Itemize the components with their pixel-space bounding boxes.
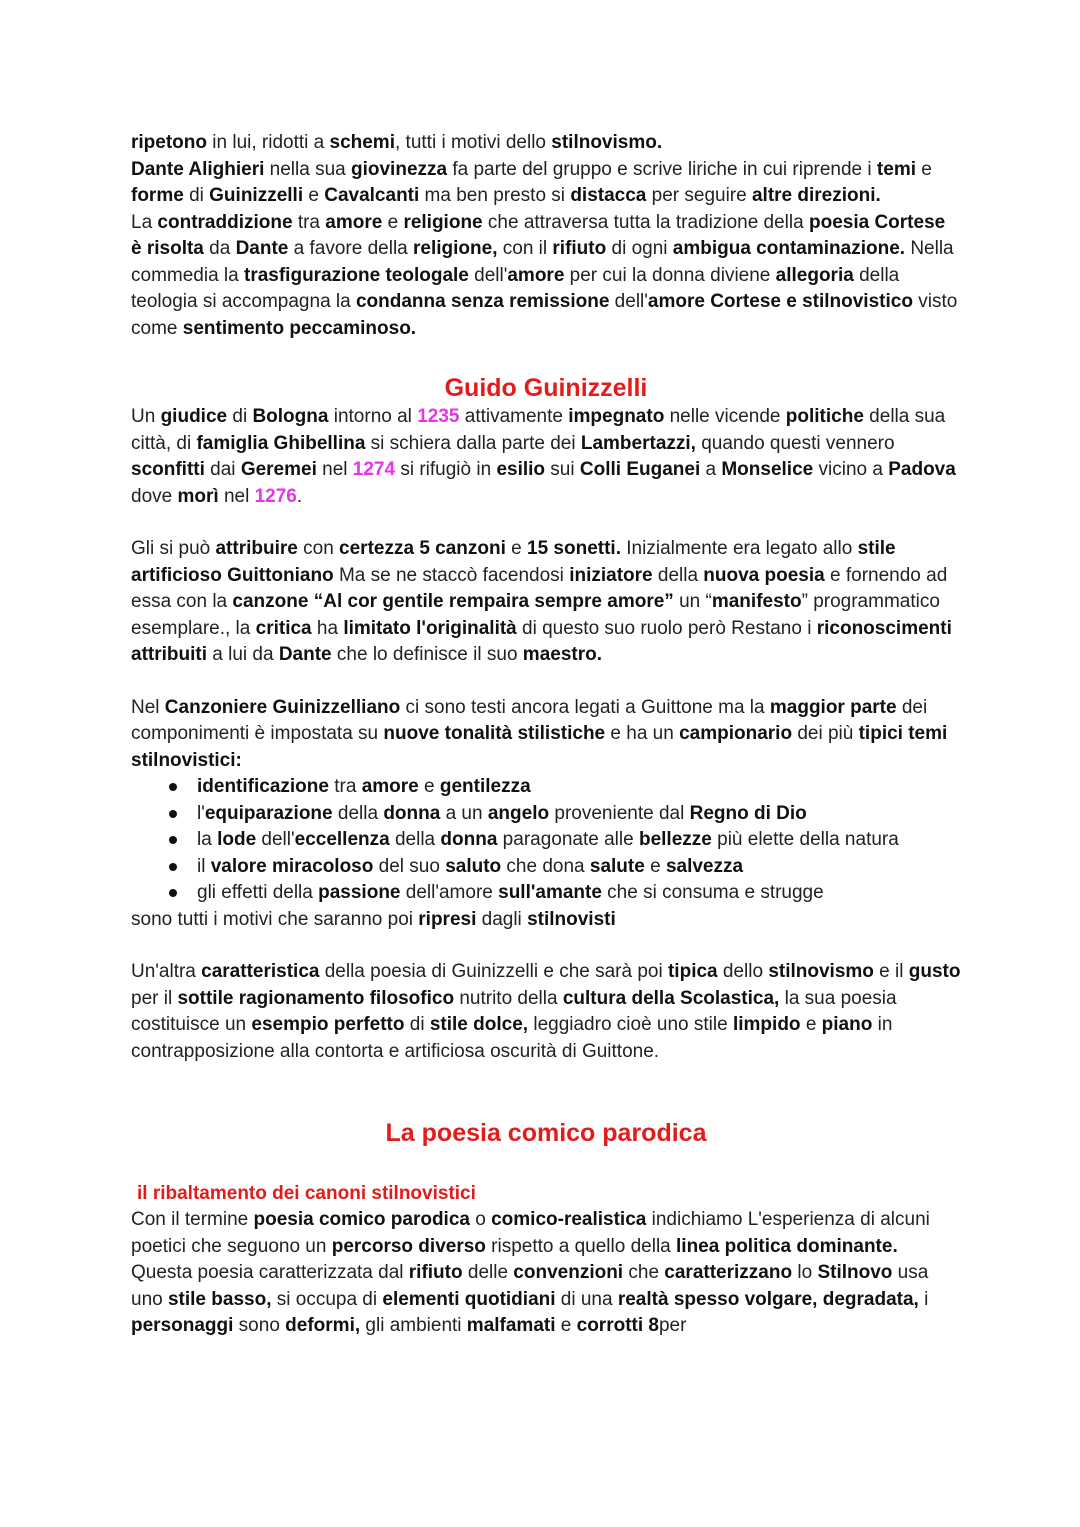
bold-text: poesia Cortese [808, 211, 946, 233]
text-run: Inizialmente era legato allo [621, 538, 858, 559]
bold-text: iniziatore [569, 564, 653, 586]
text-run: per il [131, 987, 178, 1009]
bold-text: schemi [329, 132, 395, 153]
text-run: di [183, 185, 210, 206]
text-run: per seguire [646, 185, 752, 206]
text-run: di [227, 406, 253, 427]
text-run: dove [131, 485, 178, 507]
text-run: Nel [131, 696, 165, 718]
text-run: e [916, 158, 932, 180]
bold-text: Geremei [240, 459, 317, 480]
bold-text: ripetono [131, 132, 207, 153]
text-run: Con il termine [131, 1209, 254, 1230]
bold-text: 15 sonetti. [527, 538, 621, 559]
bold-text: donna [383, 802, 441, 824]
text-run: e [555, 1315, 577, 1336]
bold-text: certezza 5 canzoni [339, 538, 506, 559]
bold-text: Bologna [252, 406, 329, 427]
bold-text: Lambertazzi, [580, 432, 696, 454]
list-item [197, 801, 961, 828]
bold-text: Colli Euganei [579, 459, 701, 480]
bold-text: bellezze [638, 829, 712, 850]
text-run: ha [311, 617, 344, 639]
text-run: di [404, 1014, 430, 1035]
bullet-icon [169, 810, 177, 818]
bold-text: percorso diverso [331, 1235, 486, 1257]
bold-text: salvezza [665, 855, 744, 877]
text-run: gli effetti della [197, 882, 319, 903]
text-run: La [131, 211, 158, 233]
bold-text: rifiuto [408, 1262, 463, 1283]
list-item [197, 880, 961, 907]
bold-text: l'originalità [416, 617, 517, 639]
bold-text: passione [318, 882, 401, 903]
text-run: a [700, 459, 722, 480]
text-run: e [800, 1014, 822, 1035]
bold-text: riconoscimenti attribuiti [131, 617, 952, 665]
text-run: la sua poesia costituisce un [131, 987, 897, 1035]
bold-text: religione [403, 211, 483, 233]
bold-text: giudice [160, 406, 228, 427]
bullet-icon [169, 863, 177, 871]
text-run: la [197, 829, 218, 850]
bold-text: stile artificioso Guittoniano [131, 538, 896, 586]
text-run: dai [204, 459, 241, 480]
text-run: intorno al [328, 406, 418, 427]
bold-text: esilio [496, 459, 546, 480]
text-run: i [918, 1288, 929, 1310]
comico-paragraph-1 [131, 1207, 961, 1340]
text-run: un “ [673, 591, 712, 612]
text-run: fa parte del gruppo e scrive liriche in cui riprende i [447, 158, 877, 180]
bold-text: equiparazione [204, 802, 333, 824]
intro-paragraph-1 [131, 130, 961, 157]
bold-text: giovinezza [351, 158, 448, 180]
text-run: Gli si può [131, 538, 216, 559]
bold-text: contraddizione [157, 211, 293, 233]
text-run: della teologia si accompagna la [131, 264, 900, 312]
bold-text: manifesto [711, 591, 802, 612]
bold-text: valore miracoloso [210, 855, 374, 877]
text-run: della poesia di Guinizzelli e che sarà poi [319, 961, 668, 982]
bold-text: temi [876, 158, 916, 180]
text-run: più elette della natura [711, 829, 899, 850]
text-run: l' [197, 802, 205, 824]
guinizzelli-heading: Guido Guinizzelli [444, 374, 648, 402]
text-run: che [623, 1262, 665, 1283]
bold-text: famiglia Ghibellina [196, 432, 366, 454]
text-run: che dona [501, 855, 590, 877]
comico-subheading: il ribaltamento dei canoni stilnovistici [137, 1183, 476, 1204]
bold-text: critica [255, 617, 312, 639]
bold-text: sconfitti [131, 459, 205, 480]
document-content [131, 130, 961, 1340]
bold-text: campionario [679, 723, 793, 744]
text-run: dell'amore [400, 882, 499, 903]
bold-text: stilnovisti [527, 908, 616, 930]
bold-text: condanna senza remissione [355, 291, 610, 312]
themes-list [131, 774, 961, 907]
bold-text: poesia comico parodica [253, 1209, 470, 1230]
list-item [197, 774, 961, 801]
bold-text: Dante [235, 238, 289, 259]
text-run: dell' [609, 291, 648, 312]
text-run: leggiadro cioè uno stile [528, 1014, 733, 1035]
text-run: che lo definisce il suo [331, 644, 523, 665]
text-run: che attraversa tutta la tradizione della [482, 211, 809, 233]
bold-text: amore [325, 211, 383, 233]
bold-text: maggior parte [769, 696, 897, 718]
bold-text: Canzoniere Guinizzelliano [164, 696, 401, 718]
text-run: rispetto a quello della [485, 1235, 677, 1257]
bold-text: è risolta [131, 238, 204, 259]
intro-paragraph-2 [131, 157, 961, 210]
text-run: di una [555, 1288, 618, 1310]
bold-text: amore [361, 776, 419, 797]
text-run: tra [328, 776, 362, 797]
text-run: e ha un [605, 723, 680, 744]
bold-text: nuove tonalità stilistiche [383, 723, 606, 744]
list-item [197, 854, 961, 881]
text-run: si rifugiò in [395, 459, 497, 480]
bold-text: rifiuto [552, 238, 607, 259]
text-run: della [652, 564, 704, 586]
text-run: sui [545, 459, 580, 480]
text-run: indichiamo L'esperienza di alcuni poetici che seguono un [131, 1209, 930, 1257]
text-run: , tutti i motivi dello [394, 132, 552, 153]
text-run: a lui da [207, 644, 279, 665]
bold-text: stile dolce, [429, 1014, 529, 1035]
text-run: dell' [468, 264, 508, 286]
text-run: dello [717, 961, 769, 982]
bold-text: stilnovismo [768, 961, 874, 982]
text-run: e il [873, 961, 909, 982]
bold-text: “Al cor gentile rempaira sempre amore” [313, 591, 674, 612]
bold-text: esempio perfetto [251, 1014, 405, 1035]
comico-heading: La poesia comico parodica [385, 1119, 707, 1147]
bold-text: 8 [648, 1315, 659, 1336]
text-run: proveniente dal [549, 802, 690, 824]
bold-text: tipica [667, 961, 718, 982]
text-run: e [382, 211, 404, 233]
text-run: gli ambienti [360, 1315, 467, 1336]
text-run: a un [440, 802, 488, 824]
text-run: visto come [131, 291, 958, 339]
bold-text: distacca [570, 185, 647, 206]
text-run: . [296, 485, 303, 507]
text-run: quando questi vennero [695, 432, 895, 454]
text-run: nelle vicende [664, 406, 786, 427]
text-run: nella sua [264, 158, 351, 180]
bold-text: caratterizzano [664, 1262, 793, 1283]
bold-text: Dante [278, 644, 332, 665]
text-run: Un'altra [131, 961, 202, 982]
bold-text: Dante Alighieri [131, 158, 265, 180]
bold-text: amore Cortese e stilnovistico [647, 291, 913, 312]
bold-text: ripresi [418, 908, 477, 930]
bold-text: canzone [232, 591, 309, 612]
text-run: dei componimenti è impostata su [131, 696, 928, 744]
bold-text: Monselice [721, 459, 814, 480]
bold-text: realtà spesso volgare, degradata, [617, 1288, 919, 1310]
bold-text: altre direzioni. [751, 185, 881, 206]
bold-text: religione, [413, 238, 498, 259]
text-run: della [332, 802, 384, 824]
text-run: di ogni [606, 238, 673, 259]
guinizzelli-paragraph-4 [131, 959, 961, 1065]
text-run: della sua città, di [131, 406, 946, 454]
text-run: tra [292, 211, 326, 233]
intro-paragraph-3 [131, 210, 961, 343]
bold-text: trasfigurazione teologale [244, 264, 469, 286]
bold-text: impegnato [568, 406, 665, 427]
guinizzelli-after-list [131, 907, 961, 934]
bold-text: Guinizzelli [209, 185, 304, 206]
text-run: usa uno [131, 1262, 929, 1310]
text-run: si occupa di [271, 1288, 383, 1310]
bold-text: Stilnovo [817, 1262, 893, 1283]
text-run: il [197, 855, 211, 877]
text-run: da [203, 238, 236, 259]
bold-text: limpido [732, 1014, 801, 1035]
bold-text: elementi quotidiani [382, 1288, 556, 1310]
text-run: ci sono testi ancora legati a Guittone ma la [400, 696, 770, 718]
bold-text: attribuire [215, 538, 298, 559]
text-run: Nella commedia la [131, 238, 954, 286]
text-run: e fornendo ad essa con la [131, 564, 948, 612]
bold-text: convenzioni [513, 1262, 624, 1283]
bullet-icon [169, 889, 177, 897]
bold-text: stile basso, [167, 1288, 272, 1310]
bullet-icon [169, 836, 177, 844]
text-run: paragonate alle [497, 829, 639, 850]
text-run: Ma se ne staccò facendosi [333, 564, 570, 586]
text-run: e [418, 776, 440, 797]
bold-text: Cavalcanti [324, 185, 420, 206]
bold-text: Regno di Dio [689, 802, 807, 824]
text-run: ” programmatico esemplare., la [131, 591, 940, 639]
bold-text: piano [821, 1014, 873, 1035]
year-highlight: 1274 [352, 459, 396, 480]
text-run: del suo [373, 855, 446, 877]
bold-text: deformi, [285, 1315, 361, 1336]
bold-text: maestro. [522, 644, 602, 665]
text-run: o [469, 1209, 492, 1230]
text-run: Questa poesia caratterizzata dal [131, 1262, 409, 1283]
bold-text: gusto [908, 961, 961, 982]
bold-text: sentimento peccaminoso. [182, 317, 417, 339]
bold-text: donna [440, 829, 498, 850]
bold-text: angelo [487, 802, 550, 824]
text-run: vicino a [813, 459, 889, 480]
bold-text: forme [131, 185, 184, 206]
bold-text: malfamati [466, 1315, 556, 1336]
text-run: di questo suo ruolo però Restano i [516, 617, 817, 639]
text-run: nutrito della [454, 987, 563, 1009]
bold-text: Padova [888, 459, 956, 480]
text-run: attivamente [459, 406, 569, 427]
bold-text: tipici temi stilnovistici: [131, 723, 948, 771]
text-run: con [297, 538, 340, 559]
bold-text: nuova poesia [703, 564, 825, 586]
text-run: a favore della [288, 238, 414, 259]
bold-text: cultura della Scolastica, [562, 987, 780, 1009]
text-run: dell' [256, 829, 295, 850]
text-run: che si consuma e strugge [601, 882, 824, 903]
bold-text: sull'amante [498, 882, 602, 903]
text-run: dagli [476, 908, 528, 930]
text-run: in lui, ridotti a [207, 132, 330, 153]
bold-text: saluto [445, 855, 502, 877]
text-run: dei più [792, 723, 859, 744]
bold-text: morì [177, 485, 219, 507]
guinizzelli-paragraph-1 [131, 404, 961, 510]
guinizzelli-paragraph-2 [131, 536, 961, 669]
bold-text: sottile ragionamento filosofico [177, 987, 455, 1009]
text-run: ma ben presto si [419, 185, 571, 206]
text-run: lo [792, 1262, 818, 1283]
text-run: Un [131, 406, 161, 427]
text-run: sono [233, 1315, 286, 1336]
text-run: si schiera dalla parte dei [365, 432, 581, 454]
bold-text: salute [589, 855, 645, 877]
text-run: delle [462, 1262, 514, 1283]
text-run: per cui la donna diviene [564, 264, 776, 286]
text-run: per [658, 1315, 687, 1336]
text-run: della [389, 829, 441, 850]
text-run: e [644, 855, 666, 877]
bold-text: eccellenza [294, 829, 390, 850]
bold-text: caratteristica [201, 961, 320, 982]
list-item [197, 827, 961, 854]
bold-text: lode [217, 829, 257, 850]
year-highlight: 1276 [254, 485, 297, 507]
text-run: e [505, 538, 528, 559]
bold-text: corrotti [576, 1315, 644, 1336]
text-run: in contrapposizione alla contorta e artificiosa oscurità di Guittone. [131, 1014, 893, 1062]
bold-text: allegoria [775, 264, 854, 286]
text-run: con il [497, 238, 553, 259]
bold-text: ambigua contaminazione. [672, 238, 906, 259]
bold-text: amore [507, 264, 565, 286]
text-run: nel [218, 485, 255, 507]
bold-text: comico-realistica [491, 1209, 647, 1230]
bullet-icon [169, 783, 177, 791]
bold-text: gentilezza [439, 776, 531, 797]
text-run: e [303, 185, 325, 206]
bold-text: linea politica dominante. [676, 1235, 898, 1257]
bold-text: stilnovismo. [551, 132, 663, 153]
bold-text: identificazione [197, 776, 329, 797]
bold-text: personaggi [131, 1315, 234, 1336]
bold-text: limitato [343, 617, 411, 639]
bold-text: politiche [785, 406, 864, 427]
guinizzelli-paragraph-3 [131, 695, 961, 775]
text-run: sono tutti i motivi che saranno poi [131, 908, 419, 930]
year-highlight: 1235 [417, 406, 460, 427]
text-run: nel [316, 459, 353, 480]
